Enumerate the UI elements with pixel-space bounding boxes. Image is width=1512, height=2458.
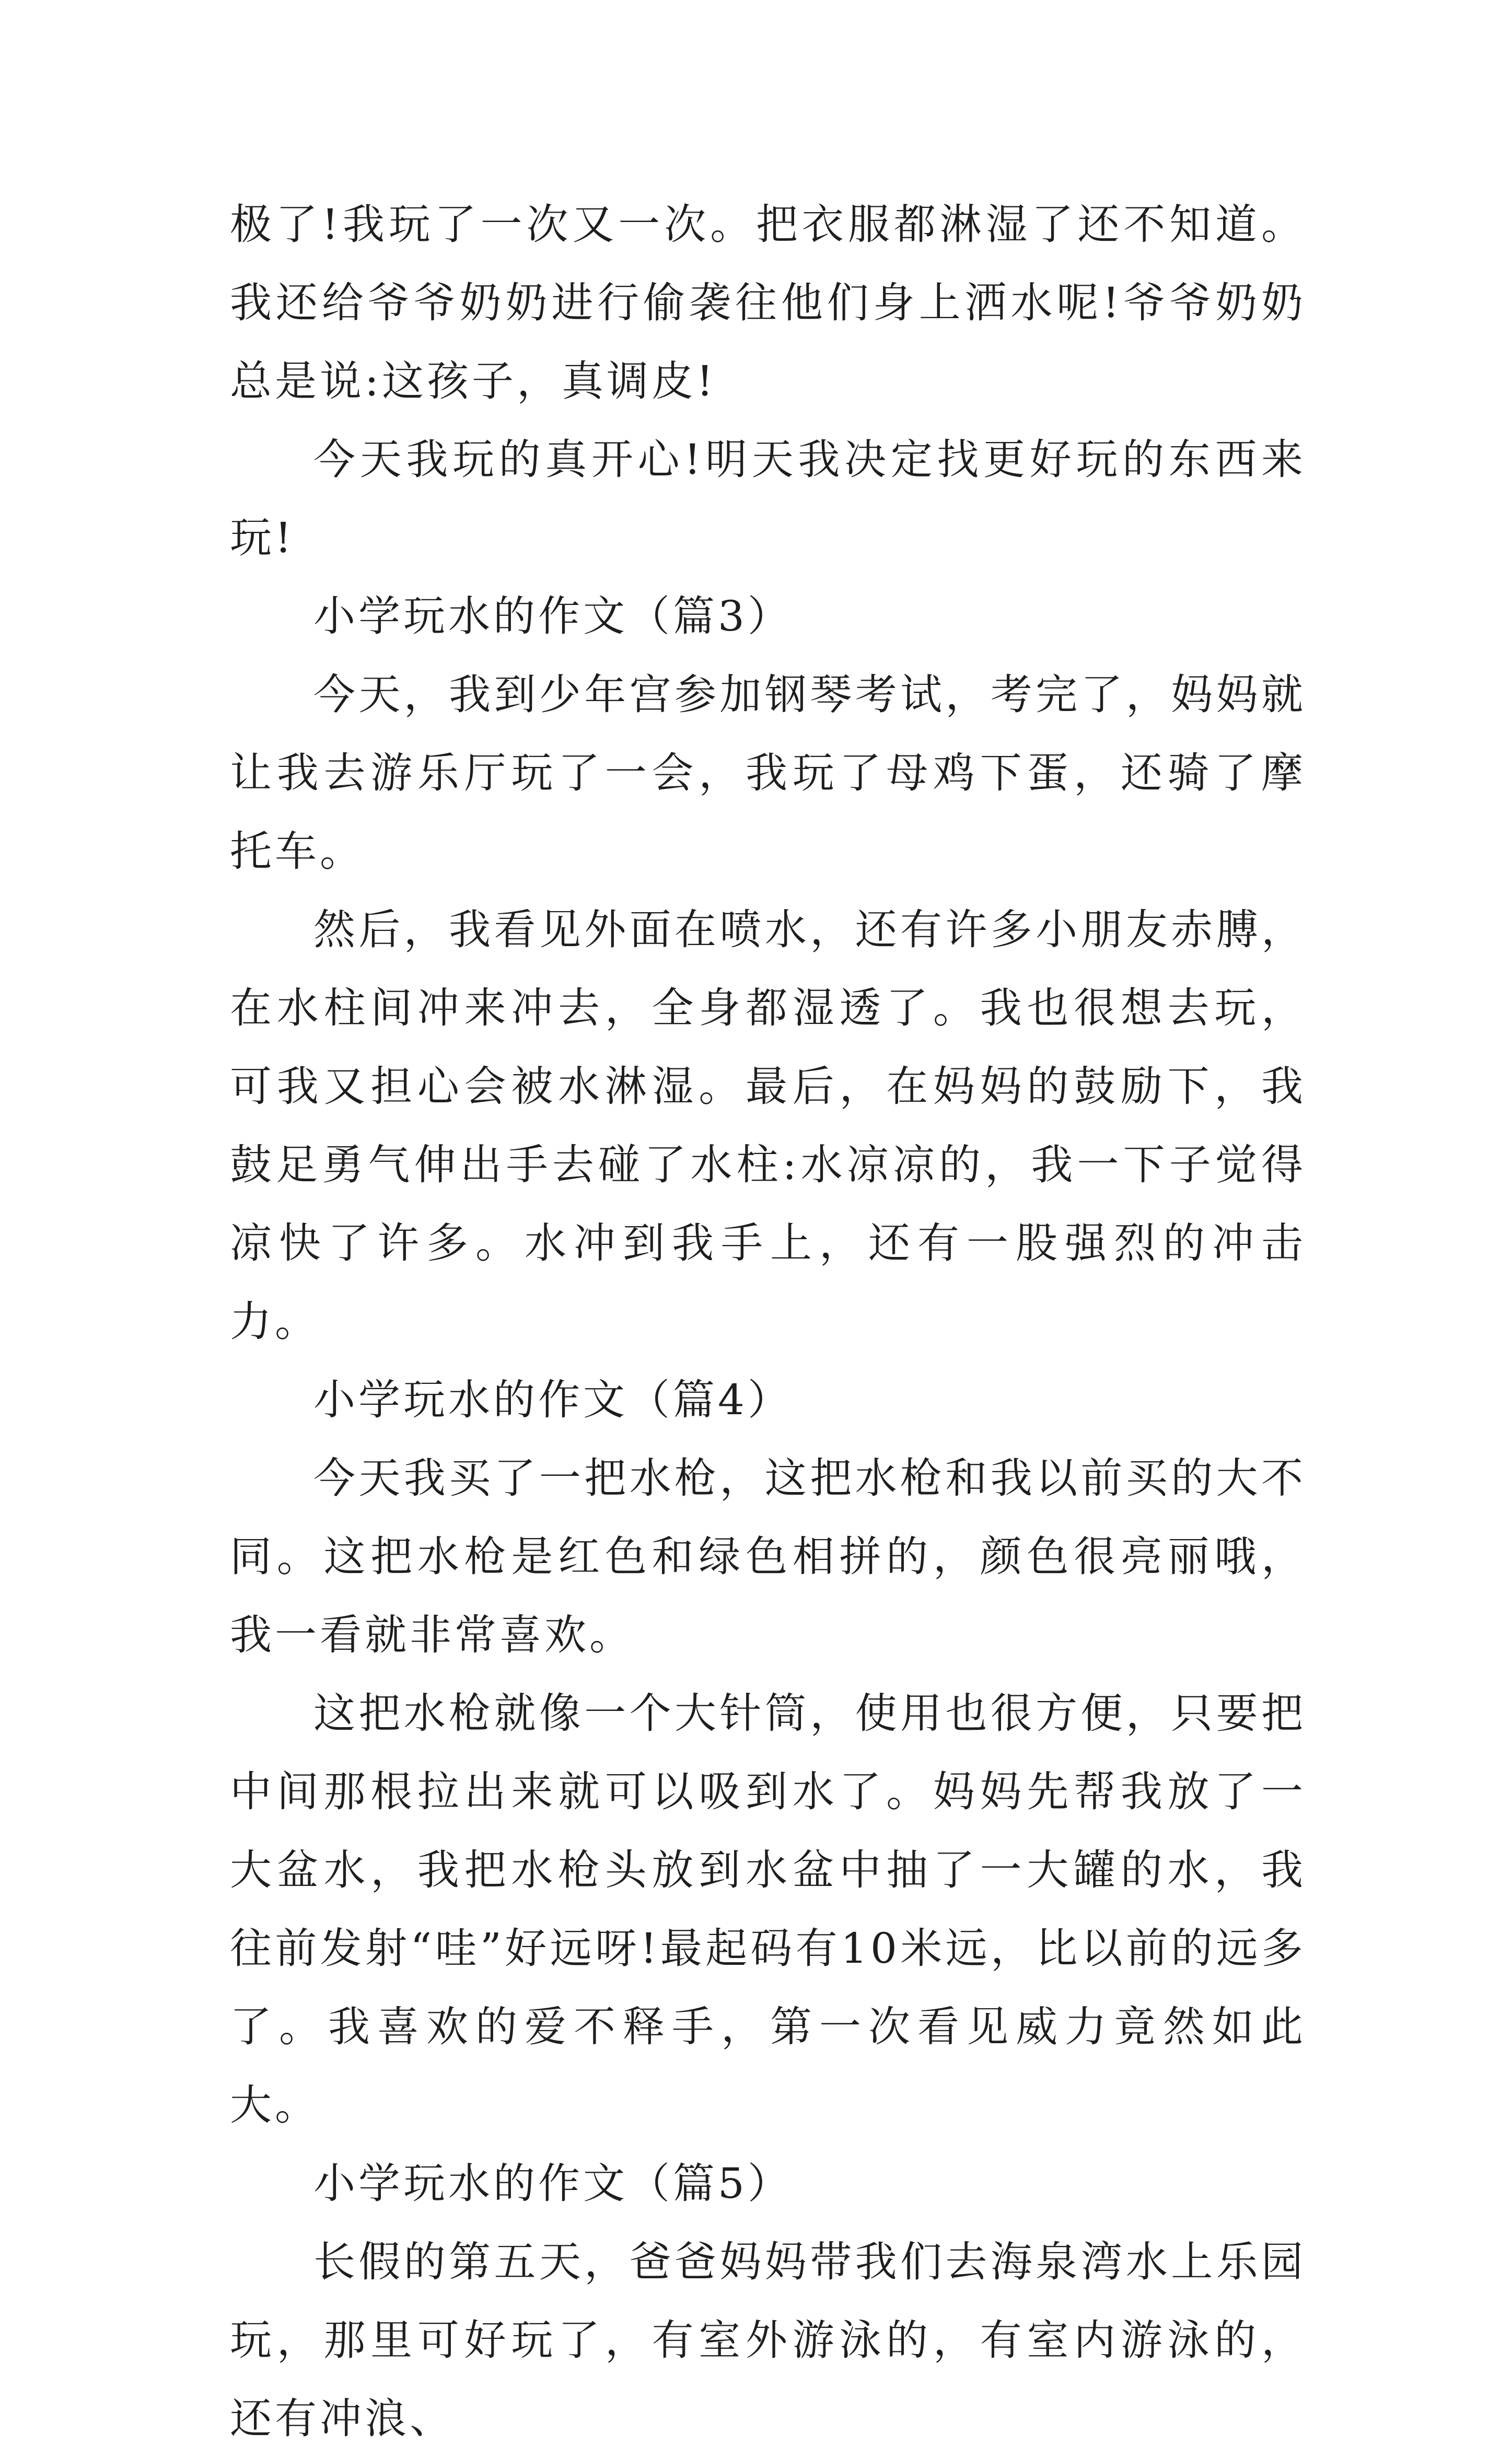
document-body (230, 185, 1306, 2458)
essay-heading-3: 小学玩水的作文（篇3） (313, 592, 793, 640)
paragraph-conclusion: 今天我玩的真开心!明天我决定找更好玩的东西来玩! (230, 435, 1306, 562)
paragraph: 今天，我到少年宫参加钢琴考试，考完了，妈妈就让我去游乐厅玩了一会，我玩了母鸡下蛋，还骑了摩托车。 (230, 670, 1306, 876)
essay-heading-5: 小学玩水的作文（篇5） (313, 2159, 793, 2208)
paragraph: 这把水枪就像一个大针筒，使用也很方便，只要把中间那根拉出来就可以吸到水了。妈妈先帮我放了一大盆水，我把水枪头放到水盆中抽了一大罐的水，我往前发射“哇”好远呀!最起码有10米远，比以前的远多了。我喜欢的爱不释手，第一次看见威力竟然如此大。 (230, 1689, 1306, 2129)
paragraph: 长假的第五天，爸爸妈妈带我们去海泉湾水上乐园玩，那里可好玩了，有室外游泳的，有室内游泳的，还有冲浪、 (230, 2238, 1306, 2443)
paragraph: 今天我买了一把水枪，这把水枪和我以前买的大不同。这把水枪是红色和绿色相拼的，颜色很亮丽哦，我一看就非常喜欢。 (230, 1454, 1306, 1659)
paragraph-continuation: 极了!我玩了一次又一次。把衣服都淋湿了还不知道。我还给爷爷奶奶进行偷袭往他们身上洒水呢!爷爷奶奶总是说:这孩子，真调皮! (230, 200, 1306, 405)
essay-heading-4: 小学玩水的作文（篇4） (313, 1376, 793, 1424)
paragraph: 然后，我看见外面在喷水，还有许多小朋友赤膊，在水柱间冲来冲去，全身都湿透了。我也很想去玩，可我又担心会被水淋湿。最后，在妈妈的鼓励下，我鼓足勇气伸出手去碰了水柱:水凉凉的，我一下子觉得凉快了许多。水冲到我手上，还有一股强烈的冲击力。 (230, 905, 1306, 1346)
